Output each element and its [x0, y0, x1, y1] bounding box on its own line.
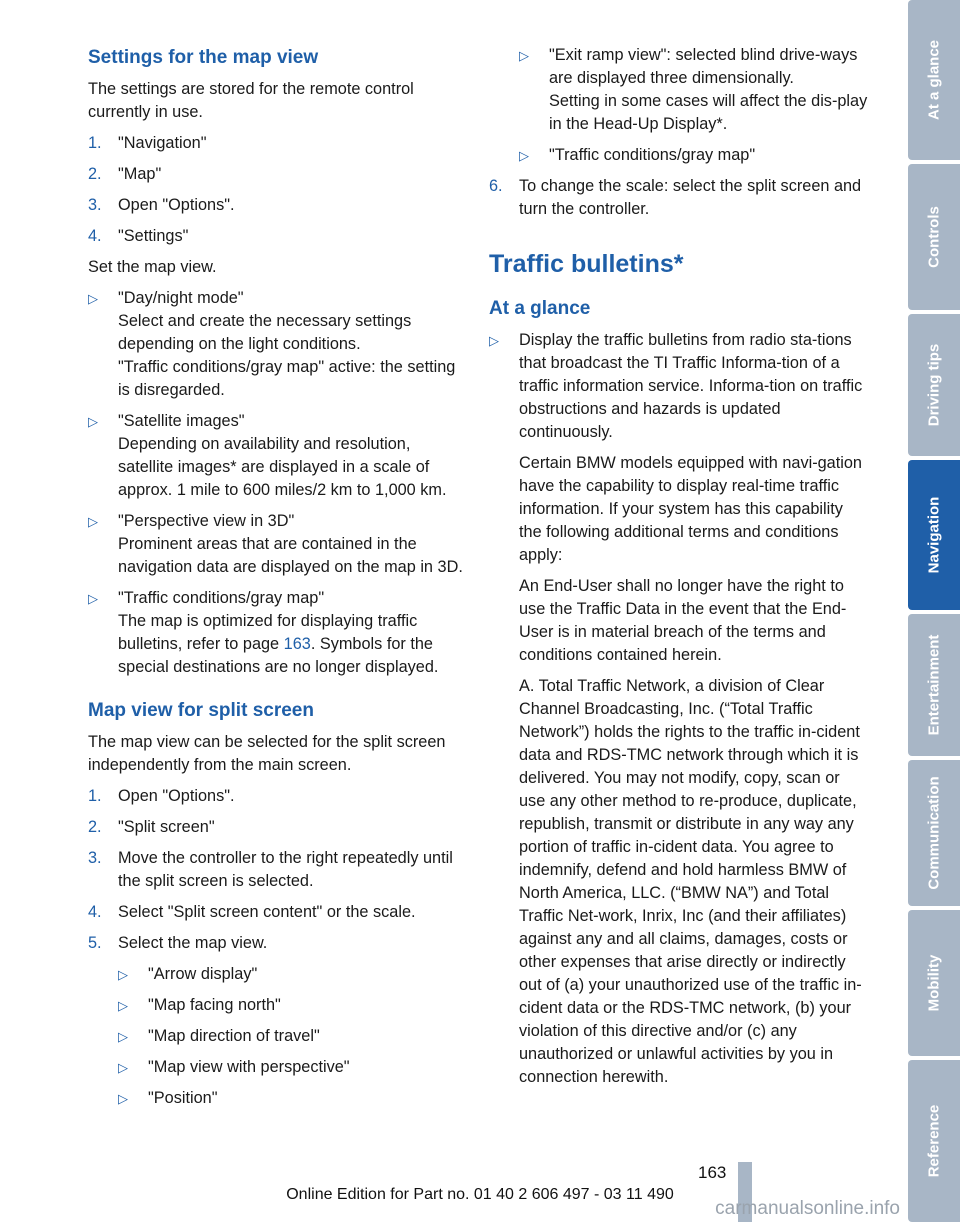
- page-number: 163: [698, 1163, 727, 1182]
- view-option: ▷ "Position": [118, 1087, 468, 1110]
- split-intro: The map view can be selected for the split screen independently from the main screen.: [88, 733, 446, 774]
- settings-intro: The settings are stored for the remote control currently in use.: [88, 80, 414, 121]
- chapter-tabs: [904, 0, 960, 1222]
- watermark: carmanualsonline.info: [715, 1198, 900, 1219]
- view-option: ▷ "Map direction of travel": [118, 1025, 468, 1048]
- triangle-bullet-icon: ▷: [88, 591, 98, 606]
- view-option: ▷ "Map view with perspective": [118, 1056, 468, 1079]
- footer-edition: Online Edition for Part no. 01 40 2 606 497 - 03 11 490: [286, 1186, 674, 1203]
- at-a-glance-heading: At a glance: [489, 298, 591, 319]
- page-link[interactable]: 163: [283, 635, 311, 653]
- option-traffic-gray: ▷ "Traffic conditions/gray map" The map is optimized for displaying traffic bulletins, refer to page 163. Symbols for the special destinations are no longer displayed.: [88, 589, 439, 676]
- split-step: 2. "Split screen": [88, 818, 215, 836]
- triangle-bullet-icon: ▷: [118, 998, 128, 1013]
- tab-driving-tips[interactable]: Driving tips: [908, 314, 960, 456]
- tab-reference[interactable]: Reference: [908, 1060, 960, 1222]
- step-item: 3. Open "Options".: [88, 196, 235, 214]
- triangle-bullet-icon: ▷: [118, 967, 128, 982]
- bulletin-info: ▷ Display the traffic bulletins from radio sta-tions that broadcast the TI Traffic Informa-tion of a traffic information service. Informa-tion on traffic obstructions and hazards is updated continuously. Certain BMW models equipped with navi-gation have the capability to display real-time traffic information. If your system has this capability the following additional terms and conditions apply: An End-User shall no longer have the right to use the Traffic Data in the event that the End-User is in material breach of the terms and conditions contained herein. A. Total Traffic Network, a division of Clear Channel Broadcasting, Inc. (“Total Traffic Network”) holds the rights to the traffic in-cident data and RDS-TMC network through which it is delivered. You may not modify, copy, scan or use any other method to re-produce, duplicate, republish, transmit or distribute in any way any portion of traffic in-cident data. You agree to indemnify, defend and hold harmless BMW of North America, LLC. (“BMW NA”) and Total Traffic Net-work, Inrix, Inc (and their affiliates) against any and all claims, damages, costs or other expenses that arise directly or indirectly out of (a) your unauthorized use of the traffic in-cident data or the RDS-TMC network, (b) your violation of this directive and/or (c) any unauthorized or unlawful activities by you in connection herewith.: [489, 331, 863, 1086]
- split-step: 5. Select the map view.: [88, 934, 268, 952]
- left-column: [88, 44, 468, 1118]
- split-step: 6. To change the scale: select the split screen and turn the controller.: [489, 177, 862, 218]
- tab-controls[interactable]: Controls: [908, 164, 960, 310]
- step-item: 4. "Settings": [88, 227, 189, 245]
- tab-mobility[interactable]: Mobility: [908, 910, 960, 1056]
- triangle-bullet-icon: ▷: [519, 148, 529, 163]
- triangle-bullet-icon: ▷: [118, 1060, 128, 1075]
- triangle-bullet-icon: ▷: [489, 333, 499, 348]
- option-day-night: ▷ "Day/night mode" Select and create the necessary settings depending on the light conditions. "Traffic conditions/gray map" active: the setting is disregarded.: [88, 289, 456, 399]
- option-exit-ramp: ▷ "Exit ramp view": selected blind drive-ways are displayed three dimensionally. Setting in some cases will affect the dis-play in the Head-Up Display*.: [519, 46, 868, 133]
- settings-heading: Settings for the map view: [88, 47, 319, 68]
- tab-navigation[interactable]: Navigation: [908, 460, 960, 610]
- triangle-bullet-icon: ▷: [519, 48, 529, 63]
- option-perspective: ▷ "Perspective view in 3D" Prominent areas that are contained in the navigation data are displayed on the map in 3D.: [88, 512, 463, 576]
- tab-entertainment[interactable]: Entertainment: [908, 614, 960, 756]
- tab-at-a-glance[interactable]: At a glance: [908, 0, 960, 160]
- tab-communication[interactable]: Communication: [908, 760, 960, 906]
- view-option: ▷ "Arrow display": [118, 963, 468, 986]
- set-map-view-text: Set the map view.: [88, 258, 217, 276]
- triangle-bullet-icon: ▷: [88, 414, 98, 429]
- view-option: ▷ "Map facing north": [118, 994, 468, 1017]
- split-step: 4. Select "Split screen content" or the scale.: [88, 903, 416, 921]
- triangle-bullet-icon: ▷: [118, 1091, 128, 1106]
- triangle-bullet-icon: ▷: [88, 514, 98, 529]
- triangle-bullet-icon: ▷: [88, 291, 98, 306]
- split-step: 1. Open "Options".: [88, 787, 235, 805]
- option-satellite: ▷ "Satellite images" Depending on availability and resolution, satellite images* are displayed in a scale of approx. 1 mile to 600 miles/2 km to 1,000 km.: [88, 412, 447, 499]
- step-item: 1. "Navigation": [88, 134, 207, 152]
- traffic-bulletins-heading: Traffic bulletins*: [489, 250, 684, 278]
- option-traffic-gray-split: ▷ "Traffic conditions/gray map": [519, 144, 869, 167]
- step-item: 2. "Map": [88, 165, 162, 183]
- split-heading: Map view for split screen: [88, 700, 314, 721]
- split-step: 3. Move the controller to the right repeatedly until the split screen is selected.: [88, 849, 453, 890]
- right-column: [489, 44, 869, 1097]
- triangle-bullet-icon: ▷: [118, 1029, 128, 1044]
